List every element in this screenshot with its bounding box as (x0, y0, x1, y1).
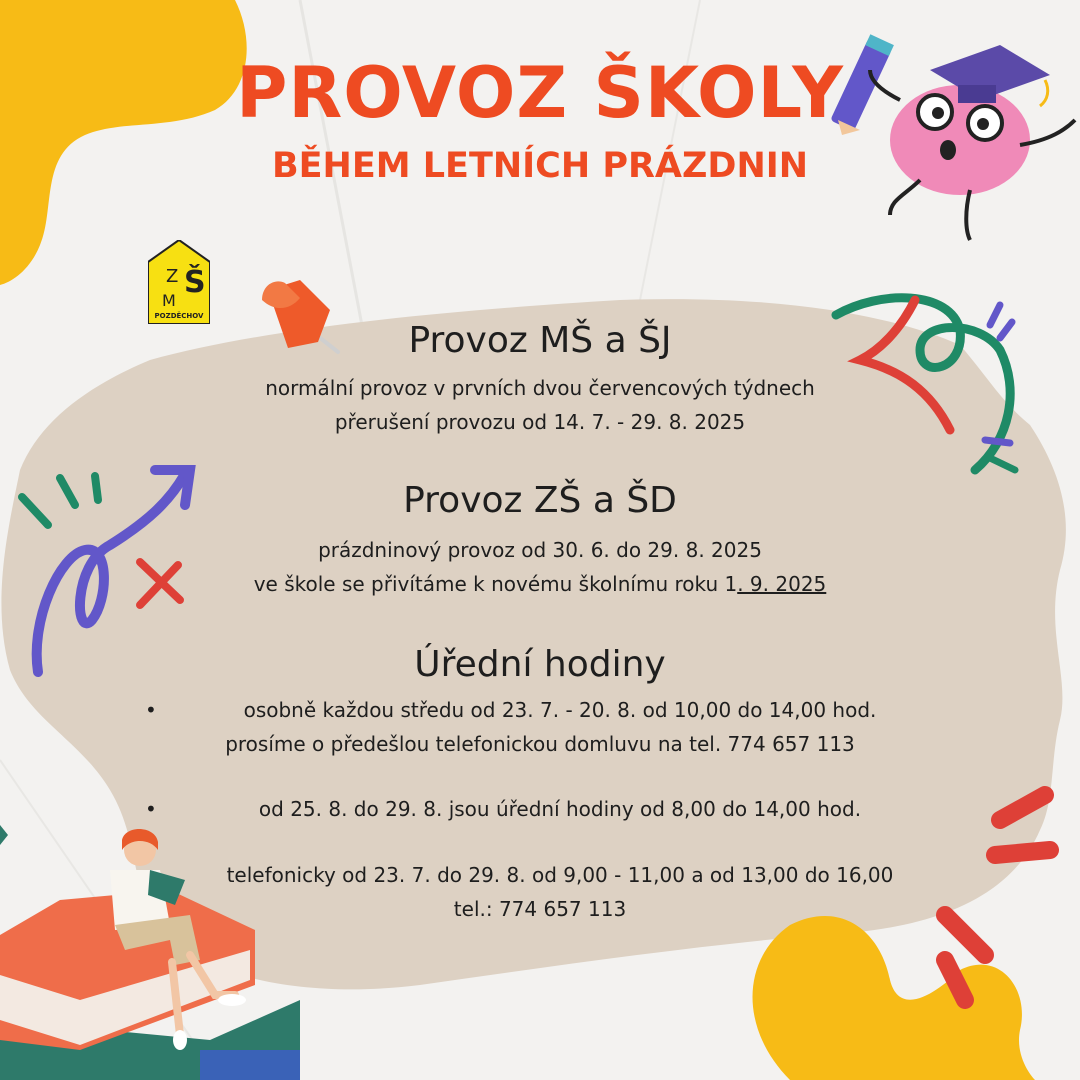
yellow-blob-bottom-right (753, 916, 1036, 1080)
hours-phone-line-1: telefonicky od 23. 7. do 29. 8. od 9,00 - 11,00 a od 13,00 do 16,00 (226, 863, 894, 887)
hours-phone-line-2: tel.: 774 657 113 (453, 897, 627, 921)
zs-line-2 (0, 572, 1080, 596)
zs-start-date: . 9. 2025 (737, 572, 827, 596)
ms-line-2: přerušení provozu od 14. 7. - 29. 8. 2025 (334, 410, 746, 434)
leaf-decoration (0, 825, 8, 845)
logo-letter-m: M (162, 291, 176, 310)
section-title-zs: Provoz ZŠ a ŠD (403, 480, 677, 521)
section-title-ms: Provoz MŠ a ŠJ (408, 320, 672, 361)
zs-line-1: prázdninový provoz od 30. 6. do 29. 8. 2025 (318, 538, 762, 562)
hours-bullet-2: od 25. 8. do 29. 8. jsou úřední hodiny od 8,00 do 14,00 hod. (258, 797, 862, 821)
hours-bullet-1-line-2: prosíme o předešlou telefonickou domluvu na tel. 774 657 113 (225, 732, 855, 756)
hours-bullet-1-line-1: osobně každou středu od 23. 7. - 20. 8. od 10,00 do 14,00 hod. (243, 698, 877, 722)
ms-line-1: normální provoz v prvních dvou červencových týdnech (265, 376, 815, 400)
page-subtitle: BĚHEM LETNÍCH PRÁZDNIN (271, 146, 809, 186)
bullet-marker-1: • (145, 698, 157, 722)
bullet-marker-2: • (145, 797, 157, 821)
logo-letter-s: Š (184, 265, 206, 300)
zs-line-2-text: ve škole se přivítáme k novému školnímu roku 1 (253, 572, 738, 596)
logo-letter-z: Z (166, 266, 179, 287)
section-title-hours: Úřední hodiny (414, 644, 666, 685)
school-logo-name: POZDĚCHOV (154, 312, 204, 320)
page-title: PROVOZ ŠKOLY (236, 52, 844, 134)
